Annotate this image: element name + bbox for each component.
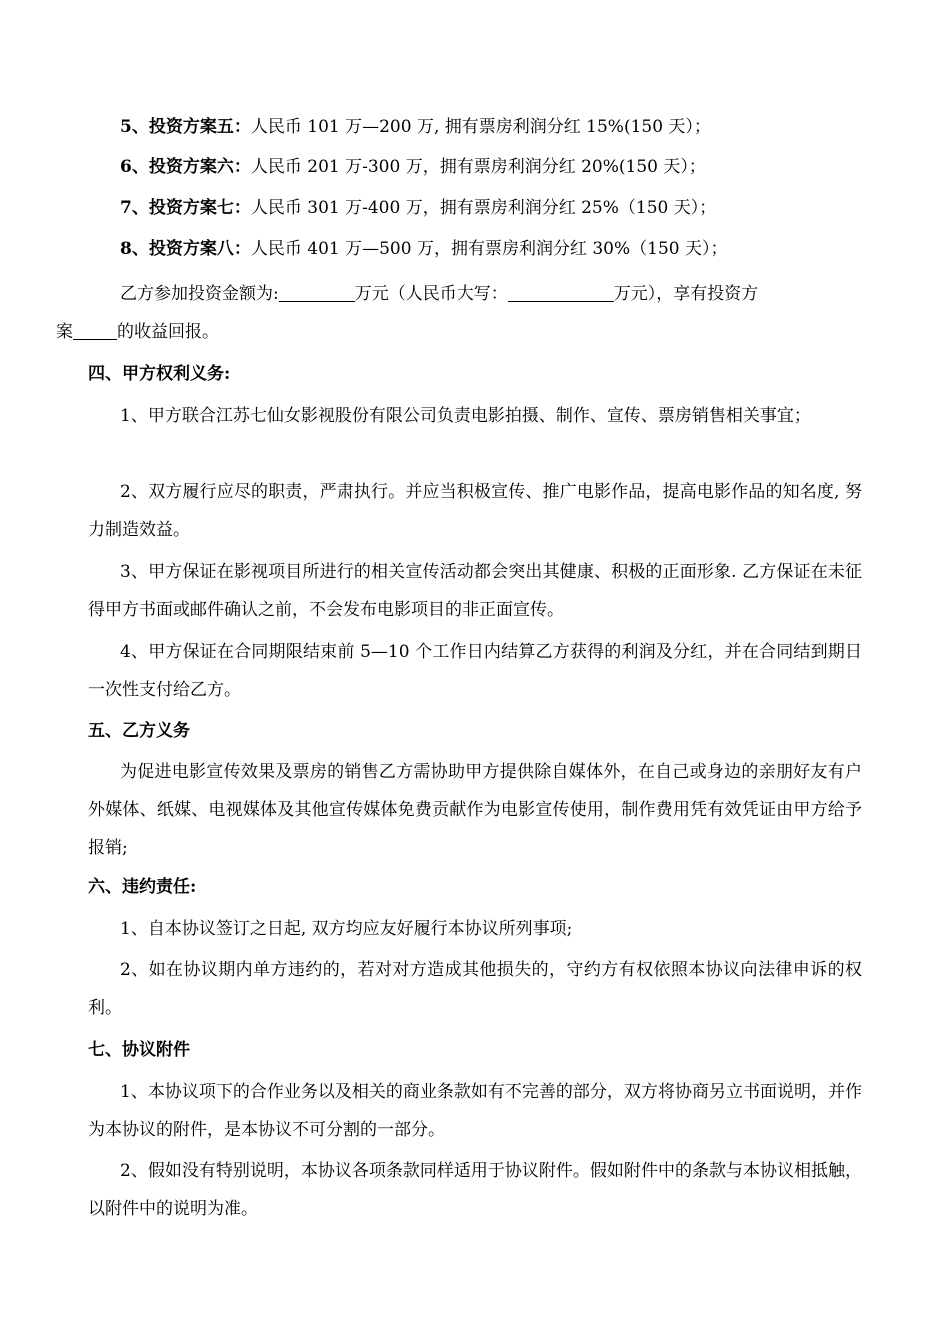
plan-8-label: 8、投资方案八： xyxy=(120,239,251,259)
plan-7 xyxy=(120,189,716,227)
plan-8 xyxy=(120,230,728,268)
investment-amount-paragraph xyxy=(56,275,862,351)
plan-8-text: 人民币 401 万—500 万，拥有票房利润分红 30%（150 天）； xyxy=(250,239,728,259)
section-six-title: 六、违约责任: xyxy=(88,877,197,897)
investment-text-5: 的收益回报。 xyxy=(117,322,219,342)
plan-6-label: 6、投资方案六： xyxy=(120,157,251,177)
plan-7-label: 7、投资方案七： xyxy=(120,198,251,218)
plan-7-text: 人民币 301 万-400 万，拥有票房利润分红 25%（150 天）； xyxy=(250,198,717,218)
plan-6-text: 人民币 201 万-300 万，拥有票房利润分红 20%(150 天）； xyxy=(250,157,706,177)
amount-uppercase-blank[interactable] xyxy=(508,284,614,302)
section-five-title: 五、乙方义务 xyxy=(88,721,190,741)
plan-6 xyxy=(120,148,706,186)
section-four-item-2: 2、双方履行应尽的职责，严肃执行。并应当积极宣传、推广电影作品，提高电影作品的知名度, 努力制造效益。 xyxy=(88,482,862,540)
section-seven-title: 七、协议附件 xyxy=(88,1040,190,1060)
plan-5 xyxy=(120,108,711,146)
plan-number-blank[interactable] xyxy=(73,322,117,340)
investment-text-1: 乙方参加投资金额为: xyxy=(120,284,279,304)
section-six-item-1: 1、自本协议签订之日起, 双方均应友好履行本协议所列事项; xyxy=(120,919,573,939)
amount-blank[interactable] xyxy=(279,284,355,302)
section-seven-item-1: 1、本协议项下的合作业务以及相关的商业条款如有不完善的部分，双方将协商另立书面说明，并作为本协议的附件，是本协议不可分割的一部分。 xyxy=(88,1082,862,1140)
plan-5-text: 人民币 101 万—200 万, 拥有票房利润分红 15%(150 天）； xyxy=(250,117,711,137)
investment-text-3: 万元），享有投资方 xyxy=(613,284,759,304)
section-four-item-4: 4、甲方保证在合同期限结束前 5—10 个工作日内结算乙方获得的利润及分红，并在合同结到期日一次性支付给乙方。 xyxy=(88,642,862,700)
section-seven-item-2: 2、假如没有特别说明，本协议各项条款同样适用于协议附件。假如附件中的条款与本协议相抵触，以附件中的说明为准。 xyxy=(88,1161,862,1219)
investment-text-2: 万元（人民币大写： xyxy=(354,284,508,304)
plan-5-label: 5、投资方案五： xyxy=(120,117,251,137)
section-six-item-2: 2、如在协议期内单方违约的，若对对方造成其他损失的，守约方有权依照本协议向法律申诉的权利。 xyxy=(88,960,862,1018)
section-four-item-3: 3、甲方保证在影视项目所进行的相关宣传活动都会突出其健康、积极的正面形象. 乙方保证在未征得甲方书面或邮件确认之前，不会发布电影项目的非正面宣传。 xyxy=(88,562,862,620)
section-four-item-1: 1、甲方联合江苏七仙女影视股份有限公司负责电影拍摄、制作、宣传、票房销售相关事宜； xyxy=(120,406,811,426)
investment-text-4: 案 xyxy=(56,322,73,342)
section-four-title: 四、甲方权利义务: xyxy=(88,364,231,384)
section-five-item-1: 为促进电影宣传效果及票房的销售乙方需协助甲方提供除自媒体外，在自己或身边的亲朋好友有户外媒体、纸媒、电视媒体及其他宣传媒体免费贡献作为电影宣传使用，制作费用凭有效凭证由甲方给予报销; xyxy=(88,762,862,858)
